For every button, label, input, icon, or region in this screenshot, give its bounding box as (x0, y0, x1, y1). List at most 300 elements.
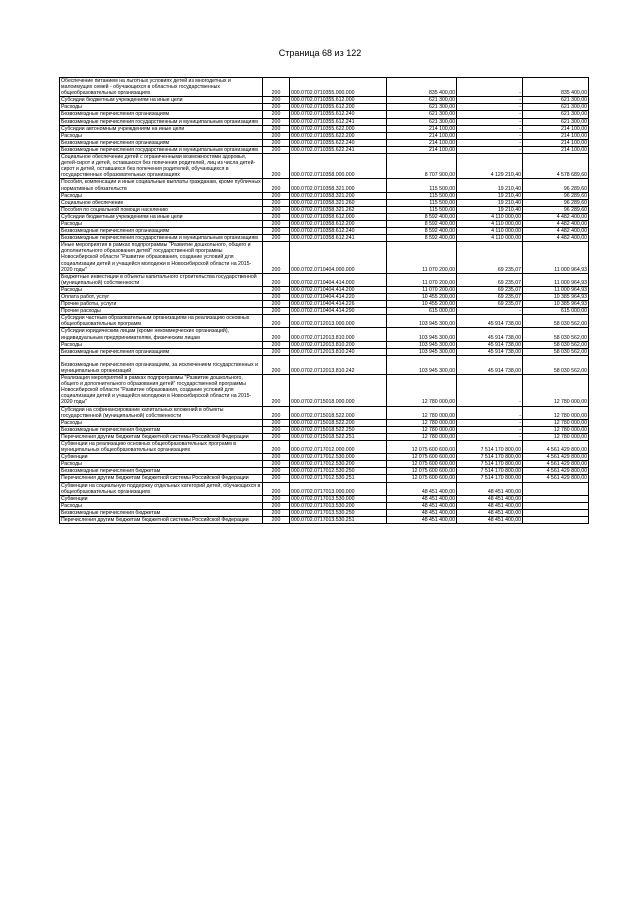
row-code-cell: 200 (263, 286, 290, 293)
budget-execution-table (59, 77, 589, 524)
row-name-cell: Безвозмездные перечисления организациям (60, 139, 263, 146)
row-unexecuted-cell: 11 000 964,93 (523, 273, 589, 286)
row-unexecuted-cell: 4 482 400,00 (523, 213, 589, 220)
table-row (60, 426, 589, 433)
row-approved-cell: 214 100,00 (387, 139, 457, 146)
row-approved-cell: 12 780 000,00 (387, 426, 457, 433)
row-approved-cell: 12 780 000,00 (387, 375, 457, 406)
row-classification-cell: 000.0702.0712013.000.000 (290, 315, 387, 328)
row-classification-cell: 000.0702.0710404.414.290 (290, 308, 387, 315)
row-name-cell: Субвенции на реализацию основных общеобразовательных программ в муниципальных общеобразовательных организациях (60, 440, 263, 453)
row-executed-cell: 19 210,40 (457, 199, 523, 206)
row-name-cell: Субсидии автономным учреждениям на иные цели (60, 125, 263, 132)
row-classification-cell: 000.0702.0710355.622.241 (290, 146, 387, 153)
row-approved-cell: 214 100,00 (387, 146, 457, 153)
row-classification-cell: 000.0702.0717012.530.251 (290, 475, 387, 482)
row-unexecuted-cell: 58 030 562,00 (523, 355, 589, 374)
row-code-cell: 200 (263, 328, 290, 341)
row-executed-cell: - (457, 139, 523, 146)
row-code-cell: 200 (263, 301, 290, 308)
table-row (60, 206, 589, 213)
row-name-cell: Расходы (60, 419, 263, 426)
row-code-cell: 200 (263, 454, 290, 461)
row-approved-cell: 115 500,00 (387, 199, 457, 206)
row-approved-cell: 621 300,00 (387, 104, 457, 111)
row-executed-cell: 7 514 170 800,00 (457, 454, 523, 461)
row-approved-cell: 621 300,00 (387, 118, 457, 125)
row-classification-cell: 000.0702.0710358.321.000 (290, 179, 387, 192)
row-code-cell: 200 (263, 146, 290, 153)
row-unexecuted-cell: 12 780 000,00 (523, 433, 589, 440)
row-name-cell: Перечисления другим бюджетам бюджетной системы Российской Федерации (60, 433, 263, 440)
row-executed-cell: 19 210,40 (457, 206, 523, 213)
table-row (60, 213, 589, 220)
row-classification-cell: 000.0702.0710404.414.200 (290, 286, 387, 293)
row-executed-cell: 48 451 400,00 (457, 495, 523, 502)
row-unexecuted-cell: 4 482 400,00 (523, 220, 589, 227)
row-code-cell: 200 (263, 308, 290, 315)
row-name-cell: Социальное обеспечение детей с ограниченными возможностями здоровья, детей-сирот и детей, оставшихся без попечения родителей, лиц из числа детей-сирот и детей, оставшихся без попечения родителей, обучающихся в государственных образовательных организациях (60, 154, 263, 179)
row-classification-cell: 000.0702.0710358.612.240 (290, 228, 387, 235)
row-unexecuted-cell: 96 289,60 (523, 206, 589, 213)
row-unexecuted-cell: 4 561 429 800,00 (523, 468, 589, 475)
row-approved-cell: 8 592 400,00 (387, 220, 457, 227)
row-code-cell: 200 (263, 502, 290, 509)
row-executed-cell: 69 235,07 (457, 273, 523, 286)
row-executed-cell: 45 914 738,00 (457, 315, 523, 328)
row-code-cell: 200 (263, 235, 290, 242)
table-row (60, 308, 589, 315)
row-name-cell: Субвенции (60, 495, 263, 502)
row-code-cell: 200 (263, 273, 290, 286)
row-unexecuted-cell: 58 030 562,00 (523, 348, 589, 355)
row-code-cell: 200 (263, 355, 290, 374)
row-name-cell: Расходы (60, 341, 263, 348)
table-row (60, 328, 589, 341)
table-body (60, 78, 589, 524)
row-unexecuted-cell: 96 289,60 (523, 192, 589, 199)
row-name-cell: Иные мероприятия в рамках подпрограммы "Развитие дошкольного, общего и дополнительного образования детей" государственной программы Новосибирской области "Развитие образования, создание условий для социализации детей и учащейся молодежи в Новосибирской области на 2015-2020 годы" (60, 242, 263, 273)
row-unexecuted-cell: 4 482 400,00 (523, 228, 589, 235)
row-unexecuted-cell: 58 030 562,00 (523, 315, 589, 328)
row-unexecuted-cell: 4 578 689,60 (523, 154, 589, 179)
row-executed-cell: 4 110 000,00 (457, 235, 523, 242)
row-classification-cell: 000.0702.0715018.522.200 (290, 419, 387, 426)
table-row (60, 468, 589, 475)
row-unexecuted-cell: 12 780 000,00 (523, 419, 589, 426)
row-classification-cell: 000.0702.0717013.530.000 (290, 495, 387, 502)
row-classification-cell: 000.0702.0710355.612.000 (290, 97, 387, 104)
row-unexecuted-cell (523, 517, 589, 524)
row-classification-cell: 000.0702.0710358.321.260 (290, 199, 387, 206)
table-row (60, 273, 589, 286)
table-row (60, 375, 589, 406)
row-name-cell: Обеспечение питанием на льготных условиях детей из многодетных и малоимущих семей - обучающихся в областных государственных общеобразовательных организациях (60, 78, 263, 97)
table-row (60, 355, 589, 374)
row-executed-cell: - (457, 111, 523, 118)
row-unexecuted-cell (523, 495, 589, 502)
table-row (60, 315, 589, 328)
row-executed-cell: 7 514 170 800,00 (457, 461, 523, 468)
row-classification-cell: 000.0702.0710355.612.200 (290, 104, 387, 111)
row-name-cell: Расходы (60, 286, 263, 293)
row-approved-cell: 11 070 200,00 (387, 286, 457, 293)
table-row (60, 294, 589, 301)
row-code-cell: 200 (263, 517, 290, 524)
row-executed-cell: - (457, 104, 523, 111)
row-executed-cell: 69 235,07 (457, 294, 523, 301)
row-code-cell: 200 (263, 154, 290, 179)
row-code-cell: 200 (263, 348, 290, 355)
row-approved-cell: 10 455 200,00 (387, 294, 457, 301)
row-unexecuted-cell: 58 030 562,00 (523, 341, 589, 348)
row-classification-cell: 000.0702.0712013.810.240 (290, 348, 387, 355)
row-approved-cell: 214 100,00 (387, 125, 457, 132)
row-unexecuted-cell: 12 780 000,00 (523, 406, 589, 419)
row-executed-cell: 69 235,07 (457, 286, 523, 293)
table-row (60, 286, 589, 293)
row-executed-cell: - (457, 97, 523, 104)
row-code-cell: 200 (263, 118, 290, 125)
row-classification-cell: 000.0702.0715018.000.000 (290, 375, 387, 406)
row-classification-cell: 000.0702.0717013.530.251 (290, 517, 387, 524)
row-executed-cell: - (457, 132, 523, 139)
row-approved-cell: 12 075 600 600,00 (387, 440, 457, 453)
row-classification-cell: 000.0702.0710404.000.000 (290, 242, 387, 273)
row-code-cell: 200 (263, 206, 290, 213)
row-approved-cell: 12 780 000,00 (387, 419, 457, 426)
row-approved-cell: 621 300,00 (387, 97, 457, 104)
row-approved-cell: 48 451 400,00 (387, 509, 457, 516)
row-name-cell: Реализация мероприятий в рамках подпрограммы "Развитие дошкольного, общего и дополнительного образования детей" государственной программы Новосибирской области "Развитие образования, создание условий для социализации детей и учащейся молодежи в Новосибирской области на 2015-2020 годы" (60, 375, 263, 406)
row-name-cell: Расходы (60, 132, 263, 139)
row-unexecuted-cell: 10 385 964,93 (523, 301, 589, 308)
row-executed-cell: - (457, 308, 523, 315)
row-executed-cell: 7 514 170 800,00 (457, 440, 523, 453)
row-unexecuted-cell: 621 300,00 (523, 97, 589, 104)
row-approved-cell: 115 500,00 (387, 192, 457, 199)
table-row (60, 495, 589, 502)
row-name-cell: Расходы (60, 192, 263, 199)
row-approved-cell: 103 945 300,00 (387, 348, 457, 355)
row-executed-cell: - (457, 433, 523, 440)
row-approved-cell: 8 592 400,00 (387, 235, 457, 242)
row-unexecuted-cell: 214 100,00 (523, 146, 589, 153)
row-executed-cell: 4 110 000,00 (457, 220, 523, 227)
row-executed-cell: 4 110 000,00 (457, 228, 523, 235)
row-approved-cell: 48 451 400,00 (387, 495, 457, 502)
table-row (60, 104, 589, 111)
table-row (60, 475, 589, 482)
row-name-cell: Расходы (60, 220, 263, 227)
row-code-cell: 200 (263, 482, 290, 495)
row-code-cell: 200 (263, 78, 290, 97)
row-name-cell: Безвозмездные перечисления организациям (60, 348, 263, 355)
row-unexecuted-cell: 96 289,60 (523, 179, 589, 192)
row-approved-cell: 835 400,00 (387, 78, 457, 97)
row-approved-cell: 214 100,00 (387, 132, 457, 139)
row-name-cell: Прочие работы, услуги (60, 301, 263, 308)
row-approved-cell: 621 300,00 (387, 111, 457, 118)
row-classification-cell: 000.0702.0712013.810.200 (290, 341, 387, 348)
row-executed-cell: 48 451 400,00 (457, 482, 523, 495)
row-name-cell: Перечисления другим бюджетам бюджетной системы Российской Федерации (60, 517, 263, 524)
row-executed-cell: - (457, 406, 523, 419)
row-classification-cell: 000.0702.0710355.622.240 (290, 139, 387, 146)
row-unexecuted-cell: 214 100,00 (523, 132, 589, 139)
row-executed-cell: 45 914 738,00 (457, 348, 523, 355)
row-classification-cell: 000.0702.0717012.530.000 (290, 454, 387, 461)
row-code-cell: 200 (263, 426, 290, 433)
row-code-cell: 200 (263, 97, 290, 104)
row-approved-cell: 103 945 300,00 (387, 355, 457, 374)
row-unexecuted-cell: 4 561 429 800,00 (523, 454, 589, 461)
row-approved-cell: 11 070 200,00 (387, 242, 457, 273)
row-executed-cell: 7 514 170 800,00 (457, 475, 523, 482)
row-executed-cell: - (457, 419, 523, 426)
row-approved-cell: 615 000,00 (387, 308, 457, 315)
row-approved-cell: 11 070 200,00 (387, 273, 457, 286)
row-name-cell: Субвенции (60, 454, 263, 461)
row-name-cell: Перечисления другим бюджетам бюджетной системы Российской Федерации (60, 475, 263, 482)
row-classification-cell: 000.0702.0710404.414.000 (290, 273, 387, 286)
row-classification-cell: 000.0702.0717013.000.000 (290, 482, 387, 495)
row-approved-cell: 8 707 900,00 (387, 154, 457, 179)
row-unexecuted-cell: 11 000 964,93 (523, 242, 589, 273)
row-name-cell: Субсидии бюджетным учреждениям на иные цели (60, 213, 263, 220)
row-executed-cell: - (457, 125, 523, 132)
row-classification-cell: 000.0702.0715018.522.250 (290, 426, 387, 433)
row-code-cell: 200 (263, 228, 290, 235)
row-unexecuted-cell (523, 509, 589, 516)
row-code-cell: 200 (263, 179, 290, 192)
row-code-cell: 200 (263, 139, 290, 146)
row-code-cell: 200 (263, 111, 290, 118)
table-row (60, 192, 589, 199)
row-executed-cell: 19 210,40 (457, 179, 523, 192)
table-row (60, 301, 589, 308)
row-code-cell: 200 (263, 341, 290, 348)
row-code-cell: 200 (263, 461, 290, 468)
row-name-cell: Субсидии бюджетным учреждениям на иные цели (60, 97, 263, 104)
row-code-cell: 200 (263, 468, 290, 475)
row-classification-cell: 000.0702.0710358.612.200 (290, 220, 387, 227)
row-name-cell: Прочие расходы (60, 308, 263, 315)
row-unexecuted-cell: 621 300,00 (523, 111, 589, 118)
row-code-cell: 200 (263, 440, 290, 453)
row-executed-cell: 69 235,07 (457, 301, 523, 308)
row-code-cell: 200 (263, 495, 290, 502)
row-code-cell: 200 (263, 132, 290, 139)
table-row (60, 125, 589, 132)
row-unexecuted-cell: 12 780 000,00 (523, 375, 589, 406)
row-approved-cell: 12 075 600 600,00 (387, 461, 457, 468)
row-code-cell: 200 (263, 104, 290, 111)
row-executed-cell: - (457, 146, 523, 153)
row-unexecuted-cell: 11 000 964,93 (523, 286, 589, 293)
row-executed-cell: 4 110 000,00 (457, 213, 523, 220)
row-code-cell: 200 (263, 509, 290, 516)
row-name-cell: Субсидии на софинансирование капитальных вложений в объекты государственной (муниципальной) собственности (60, 406, 263, 419)
row-unexecuted-cell: 621 300,00 (523, 118, 589, 125)
table-row (60, 509, 589, 516)
row-classification-cell: 000.0702.0712013.810.242 (290, 355, 387, 374)
table-row (60, 419, 589, 426)
row-executed-cell: 7 514 170 800,00 (457, 468, 523, 475)
row-approved-cell: 48 451 400,00 (387, 517, 457, 524)
row-classification-cell: 000.0702.0710358.321.262 (290, 206, 387, 213)
row-classification-cell: 000.0702.0710358.000.000 (290, 154, 387, 179)
table-row (60, 235, 589, 242)
row-code-cell: 200 (263, 315, 290, 328)
row-unexecuted-cell: 12 780 000,00 (523, 426, 589, 433)
row-classification-cell: 000.0702.0717013.530.250 (290, 509, 387, 516)
row-classification-cell: 000.0702.0712013.810.000 (290, 328, 387, 341)
row-classification-cell: 000.0702.0710358.612.000 (290, 213, 387, 220)
table-row (60, 454, 589, 461)
row-classification-cell: 000.0702.0717012.000.000 (290, 440, 387, 453)
row-code-cell: 200 (263, 199, 290, 206)
row-unexecuted-cell: 4 561 429 800,00 (523, 461, 589, 468)
row-executed-cell: - (457, 118, 523, 125)
row-classification-cell: 000.0702.0715018.522.000 (290, 406, 387, 419)
row-executed-cell: 19 210,40 (457, 192, 523, 199)
table-row (60, 199, 589, 206)
row-approved-cell: 10 455 200,00 (387, 301, 457, 308)
table-row (60, 440, 589, 453)
row-unexecuted-cell: 10 385 964,93 (523, 294, 589, 301)
row-approved-cell: 8 592 400,00 (387, 213, 457, 220)
row-name-cell: Расходы (60, 461, 263, 468)
row-name-cell: Субсидии частным образовательным организациям на реализацию основных общеобразовательных программ (60, 315, 263, 328)
table-row (60, 78, 589, 97)
page-number-header: Страница 68 из 122 (278, 48, 362, 58)
row-approved-cell: 12 075 600 600,00 (387, 475, 457, 482)
row-name-cell: Безвозмездные перечисления бюджетам (60, 509, 263, 516)
table-row (60, 154, 589, 179)
row-unexecuted-cell: 214 100,00 (523, 125, 589, 132)
row-unexecuted-cell: 214 100,00 (523, 139, 589, 146)
row-code-cell: 200 (263, 213, 290, 220)
row-code-cell: 200 (263, 419, 290, 426)
table-row (60, 146, 589, 153)
row-classification-cell: 000.0702.0715018.522.251 (290, 433, 387, 440)
row-code-cell: 200 (263, 294, 290, 301)
row-unexecuted-cell: 621 300,00 (523, 104, 589, 111)
row-classification-cell: 000.0702.0710358.321.200 (290, 192, 387, 199)
row-unexecuted-cell: 96 289,60 (523, 199, 589, 206)
row-approved-cell: 103 945 300,00 (387, 315, 457, 328)
table-row (60, 433, 589, 440)
row-classification-cell: 000.0702.0717013.530.200 (290, 502, 387, 509)
table-row (60, 228, 589, 235)
table-row (60, 179, 589, 192)
row-code-cell: 200 (263, 433, 290, 440)
row-code-cell: 200 (263, 242, 290, 273)
row-name-cell: Оплата работ, услуг (60, 294, 263, 301)
row-unexecuted-cell: 4 561 429 800,00 (523, 440, 589, 453)
row-unexecuted-cell: 615 000,00 (523, 308, 589, 315)
row-unexecuted-cell: 4 482 400,00 (523, 235, 589, 242)
row-unexecuted-cell: 58 030 562,00 (523, 328, 589, 341)
row-unexecuted-cell: 835 400,00 (523, 78, 589, 97)
row-name-cell: Бюджетные инвестиции в объекты капитального строительства государственной (муниципальной) собственности (60, 273, 263, 286)
row-name-cell: Расходы (60, 502, 263, 509)
row-name-cell: Безвозмездные перечисления государственным и муниципальным организациям (60, 146, 263, 153)
row-name-cell: Безвозмездные перечисления организациям (60, 111, 263, 118)
table-row (60, 242, 589, 273)
row-executed-cell: - (457, 375, 523, 406)
table-row (60, 482, 589, 495)
table-row (60, 341, 589, 348)
row-unexecuted-cell (523, 502, 589, 509)
row-name-cell: Безвозмездные перечисления организациям (60, 228, 263, 235)
row-executed-cell: 45 914 738,00 (457, 355, 523, 374)
row-name-cell: Пособия, компенсации и иные социальные выплаты гражданам, кроме публичных нормативных обязательств (61, 179, 261, 192)
row-executed-cell: 69 235,07 (457, 242, 523, 273)
row-code-cell: 200 (263, 192, 290, 199)
row-classification-cell: 000.0702.0710404.414.226 (290, 301, 387, 308)
row-code-cell: 200 (263, 475, 290, 482)
table-row (60, 220, 589, 227)
row-executed-cell: 48 451 400,00 (457, 502, 523, 509)
row-name-cell: Субвенции на социальную поддержку отдельных категорий детей, обучающихся в общеобразовательных организациях (60, 482, 263, 495)
row-unexecuted-cell: 4 561 429 800,00 (523, 475, 589, 482)
row-code-cell: 200 (263, 220, 290, 227)
row-code-cell: 200 (263, 406, 290, 419)
row-classification-cell: 000.0702.0710355.622.200 (290, 132, 387, 139)
row-executed-cell: 48 451 400,00 (457, 509, 523, 516)
table-row (60, 111, 589, 118)
table-row (60, 406, 589, 419)
row-executed-cell: - (457, 426, 523, 433)
row-approved-cell: 103 945 300,00 (387, 341, 457, 348)
row-classification-cell: 000.0702.0717012.530.250 (290, 468, 387, 475)
row-approved-cell: 12 075 600 600,00 (387, 454, 457, 461)
row-executed-cell: 48 451 400,00 (457, 517, 523, 524)
row-code-cell: 200 (263, 125, 290, 132)
row-approved-cell: 12 075 600 600,00 (387, 468, 457, 475)
row-classification-cell: 000.0702.0710355.612.241 (290, 118, 387, 125)
row-classification-cell: 000.0702.0710355.000.000 (290, 78, 387, 97)
row-code-cell: 200 (263, 375, 290, 406)
row-approved-cell: 12 780 000,00 (387, 406, 457, 419)
row-name-cell: Пособия по социальной помощи населению (60, 206, 263, 213)
row-name-cell: Социальное обеспечение (60, 199, 263, 206)
row-approved-cell: 48 451 400,00 (387, 502, 457, 509)
row-name-cell: Безвозмездные перечисления государственным и муниципальным организациям (60, 235, 263, 242)
row-approved-cell: 48 451 400,00 (387, 482, 457, 495)
table-row (60, 118, 589, 125)
row-approved-cell: 12 780 000,00 (387, 433, 457, 440)
row-executed-cell: 4 129 210,40 (457, 154, 523, 179)
row-name-cell: Безвозмездные перечисления бюджетам (60, 468, 263, 475)
table-row (60, 517, 589, 524)
row-classification-cell: 000.0702.0717012.530.200 (290, 461, 387, 468)
row-classification-cell: 000.0702.0710358.612.241 (290, 235, 387, 242)
row-approved-cell: 8 592 400,00 (387, 228, 457, 235)
row-name-cell: Субсидии юридическим лицам (кроме некоммерческих организаций), индивидуальным предпринимателям, физическим лицам (60, 328, 263, 341)
table-row (60, 97, 589, 104)
row-name-cell: Расходы (60, 104, 263, 111)
row-unexecuted-cell (523, 482, 589, 495)
table-row (60, 348, 589, 355)
table-row (60, 502, 589, 509)
row-name-cell: Безвозмездные перечисления организациям, за исключением государственных и муниципальных организаций (60, 355, 263, 374)
table-row (60, 139, 589, 146)
row-name-cell: Безвозмездные перечисления бюджетам (60, 426, 263, 433)
row-classification-cell: 000.0702.0710355.612.240 (290, 111, 387, 118)
